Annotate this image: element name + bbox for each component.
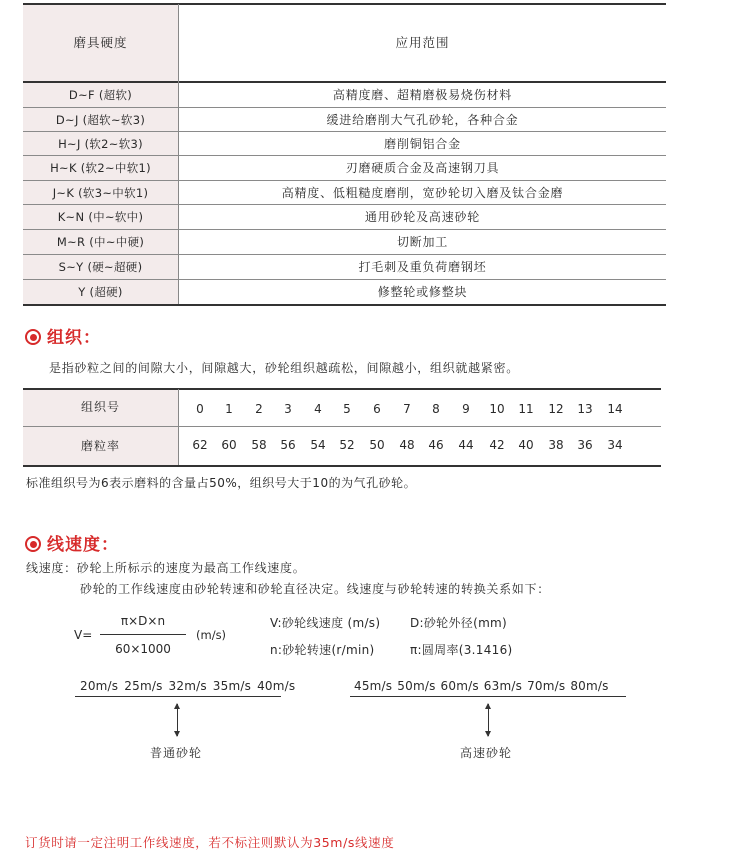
high-speed-wheel-label: 高速砂轮 [460, 746, 513, 760]
hardness-application: 修整轮或修整块 [377, 285, 468, 299]
hardness-grade: H~J (软2~软3) [58, 137, 143, 151]
hardness-grade: S~Y (硬~超硬) [58, 260, 143, 274]
abrasive-rate: 52 [339, 438, 355, 452]
high-speeds-underline [350, 696, 626, 697]
hardness-application: 切断加工 [396, 235, 449, 249]
hardness-application: 高精度磨、超精磨极易烧伤材料 [332, 88, 513, 102]
abrasive-rate: 58 [251, 438, 267, 452]
table-row [23, 108, 666, 132]
normal-wheel-label: 普通砂轮 [150, 746, 203, 760]
organization-number: 13 [577, 402, 593, 416]
hardness-header-grade: 磨具硬度 [73, 35, 128, 50]
organization-number: 14 [607, 402, 623, 416]
organization-number: 9 [462, 402, 470, 416]
double-arrow-icon [177, 704, 178, 736]
order-note: 订货时请一定注明工作线速度，若不标注则默认为35m/s线速度 [25, 835, 395, 850]
organization-number: 1 [225, 402, 233, 416]
hardness-grade: Y (超硬) [78, 285, 123, 299]
table-row [23, 280, 666, 304]
organization-number: 2 [255, 402, 263, 416]
table-row [23, 205, 666, 229]
organization-title [25, 323, 101, 348]
organization-description: 是指砂粒之间的间隙大小，间隙越大，砂轮组织越疏松，间隙越小，组织就越紧密。 [49, 361, 519, 375]
hardness-header-application: 应用范围 [395, 35, 450, 50]
table-row [23, 230, 666, 254]
organization-number: 6 [373, 402, 381, 416]
hardness-application: 刃磨硬质合金及高速钢刀具 [345, 161, 500, 175]
abrasive-rate: 36 [577, 438, 593, 452]
hardness-grade: D~F (超软) [68, 88, 133, 102]
hardness-grade: K~N (中~软中) [57, 210, 144, 224]
hardness-grade: H~K (软2~中软1) [50, 161, 151, 175]
hardness-application: 通用砂轮及高速砂轮 [364, 210, 481, 224]
legend-pi: π:圆周率(3.1416) [410, 643, 513, 657]
organization-number: 7 [403, 402, 411, 416]
legend-d: D:砂轮外径(mm) [410, 616, 508, 630]
table-row [23, 83, 666, 107]
organization-number: 8 [432, 402, 440, 416]
organization-title-text: 组织： [47, 328, 101, 348]
hardness-application: 磨削铜铝合金 [384, 137, 461, 151]
organization-number: 12 [548, 402, 564, 416]
organization-number: 11 [518, 402, 534, 416]
organization-number: 3 [284, 402, 292, 416]
table-row [23, 156, 666, 180]
abrasive-rate: 62 [192, 438, 208, 452]
abrasive-rate: 34 [607, 438, 623, 452]
abrasive-rate: 42 [489, 438, 505, 452]
line-speed-title [25, 530, 119, 555]
formula-denominator: 60×1000 [115, 642, 171, 656]
table-row [23, 181, 666, 205]
hardness-application: 缓进给磨削大气孔砂轮，各种合金 [326, 113, 519, 127]
high-speed-wheel-speeds: 45m/s 50m/s 60m/s 63m/s 70m/s 80m/s [354, 679, 609, 693]
abrasive-rate: 50 [369, 438, 385, 452]
legend-v: V:砂轮线速度 (m/s) [270, 616, 381, 630]
abrasive-rate: 38 [548, 438, 564, 452]
abrasive-rate-label: 磨粒率 [80, 439, 120, 453]
abrasive-rate: 56 [280, 438, 296, 452]
formula-numerator: π×D×n [120, 614, 166, 628]
target-icon [25, 536, 41, 552]
legend-n: n:砂轮转速(r/min) [270, 643, 375, 657]
formula-unit: (m/s) [196, 628, 227, 642]
organization-number: 0 [196, 402, 204, 416]
double-arrow-icon [488, 704, 489, 736]
abrasive-rate: 40 [518, 438, 534, 452]
organization-number: 10 [489, 402, 505, 416]
organization-note: 标准组织号为6表示磨料的含量占50%，组织号大于10的为气孔砂轮。 [26, 476, 417, 490]
abrasive-rate: 60 [221, 438, 237, 452]
line-speed-relation: 砂轮的工作线速度由砂轮转速和砂轮直径决定。线速度与砂轮转速的转换关系如下： [80, 582, 550, 596]
hardness-grade: J~K (软3~中软1) [52, 186, 149, 200]
normal-wheel-speeds: 20m/s 25m/s 32m/s 35m/s 40m/s [80, 679, 296, 693]
organization-number-label: 组织号 [80, 400, 120, 414]
hardness-application: 打毛刺及重负荷磨钢坯 [358, 260, 487, 274]
hardness-grade: D~J (超软~软3) [55, 113, 146, 127]
normal-speeds-underline [75, 696, 281, 697]
organization-number: 5 [343, 402, 351, 416]
abrasive-rate: 54 [310, 438, 326, 452]
organization-number: 4 [314, 402, 322, 416]
table-row [23, 255, 666, 279]
formula-lhs: V= [74, 628, 93, 642]
abrasive-rate: 48 [399, 438, 415, 452]
table-row [23, 132, 666, 156]
formula-fraction-bar [100, 634, 186, 635]
hardness-application: 高精度、低粗糙度磨削，宽砂轮切入磨及钛合金磨 [281, 186, 564, 200]
abrasive-rate: 44 [458, 438, 474, 452]
line-speed-definition: 线速度：砂轮上所标示的速度为最高工作线速度。 [26, 561, 306, 575]
hardness-grade: M~R (中~中硬) [56, 235, 145, 249]
target-icon [25, 329, 41, 345]
abrasive-rate: 46 [428, 438, 444, 452]
line-speed-title-text: 线速度： [47, 535, 119, 555]
